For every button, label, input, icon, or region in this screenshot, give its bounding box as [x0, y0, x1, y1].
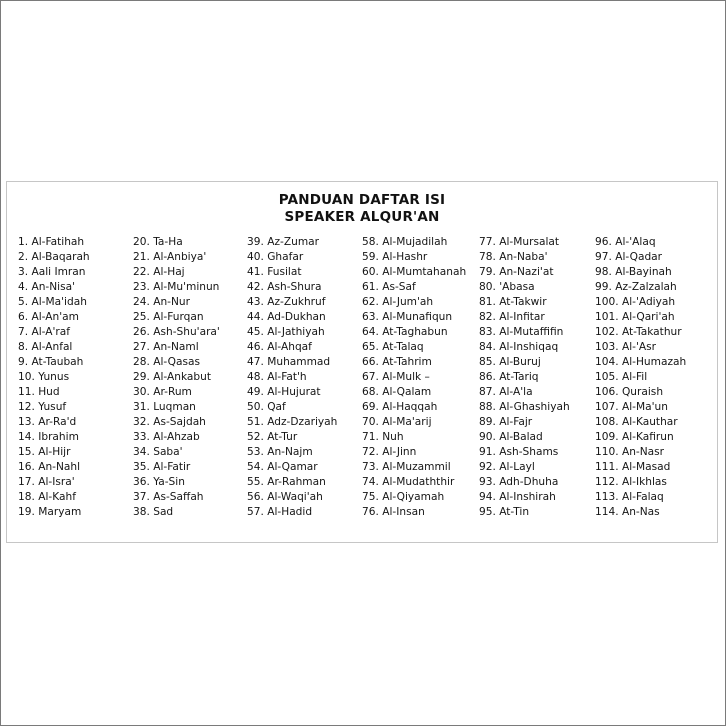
surah-item: 36. Ya-Sin — [133, 476, 185, 488]
surah-item: 42. Ash-Shura — [247, 281, 322, 293]
surah-item: 2. Al-Baqarah — [18, 251, 90, 263]
surah-item: 100. Al-'Adiyah — [595, 296, 676, 308]
surah-item: 8. Al-Anfal — [18, 341, 73, 353]
surah-item: 50. Qaf — [247, 401, 286, 413]
surah-item: 23. Al-Mu'minun — [133, 281, 220, 293]
surah-item: 83. Al-Mutaffifin — [479, 326, 564, 338]
surah-item: 33. Al-Ahzab — [133, 431, 200, 443]
surah-item: 37. As-Saffah — [133, 491, 204, 503]
surah-item: 21. Al-Anbiya' — [133, 251, 207, 263]
surah-item: 35. Al-Fatir — [133, 461, 191, 473]
surah-item: 102. At-Takathur — [595, 326, 682, 338]
surah-item: 28. Al-Qasas — [133, 356, 200, 368]
surah-item: 85. Al-Buruj — [479, 356, 541, 368]
surah-item: 61. As-Saf — [362, 281, 416, 293]
surah-item: 108. Al-Kauthar — [595, 416, 678, 428]
surah-item: 41. Fusilat — [247, 266, 302, 278]
surah-item: 10. Yunus — [18, 371, 70, 383]
surah-item: 92. Al-Layl — [479, 461, 535, 473]
surah-column-5 — [479, 235, 570, 520]
surah-item: 72. Al-Jinn — [362, 446, 417, 458]
surah-item: 74. Al-Mudaththir — [362, 476, 455, 488]
surah-item: 4. An-Nisa' — [18, 281, 76, 293]
surah-item: 78. An-Naba' — [479, 251, 548, 263]
surah-item: 88. Al-Ghashiyah — [479, 401, 570, 413]
surah-item: 106. Quraish — [595, 386, 664, 398]
surah-item: 56. Al-Waqi'ah — [247, 491, 323, 503]
surah-item: 101. Al-Qari'ah — [595, 311, 675, 323]
surah-item: 89. Al-Fajr — [479, 416, 533, 428]
surah-item: 3. Aali Imran — [18, 266, 86, 278]
title-line-2: SPEAKER ALQUR'AN — [284, 209, 440, 225]
surah-item: 77. Al-Mursalat — [479, 236, 560, 248]
surah-item: 94. Al-Inshirah — [479, 491, 556, 503]
surah-item: 26. Ash-Shu'ara' — [133, 326, 220, 338]
surah-item: 73. Al-Muzammil — [362, 461, 451, 473]
surah-item: 79. An-Nazi'at — [479, 266, 554, 278]
surah-item: 24. An-Nur — [133, 296, 190, 308]
surah-item: 91. Ash-Shams — [479, 446, 559, 458]
surah-item: 11. Hud — [18, 386, 60, 398]
title-line-1: PANDUAN DAFTAR ISI — [278, 192, 446, 208]
surah-item: 44. Ad-Dukhan — [247, 311, 326, 323]
surah-item: 112. Al-Ikhlas — [595, 476, 667, 488]
surah-item: 95. At-Tin — [479, 506, 530, 518]
surah-item: 1. Al-Fatihah — [18, 236, 85, 248]
surah-item: 68. Al-Qalam — [362, 386, 432, 398]
surah-column-2 — [133, 235, 220, 520]
surah-item: 19. Maryam — [18, 506, 82, 518]
surah-item: 98. Al-Bayinah — [595, 266, 672, 278]
surah-item: 90. Al-Balad — [479, 431, 543, 443]
surah-item: 12. Yusuf — [18, 401, 67, 413]
surah-item: 6. Al-An'am — [18, 311, 79, 323]
surah-item: 80. 'Abasa — [479, 281, 535, 293]
surah-item: 47. Muhammad — [247, 356, 331, 368]
surah-item: 14. Ibrahim — [18, 431, 79, 443]
surah-item: 107. Al-Ma'un — [595, 401, 668, 413]
surah-item: 62. Al-Jum'ah — [362, 296, 434, 308]
surah-item: 16. An-Nahl — [18, 461, 81, 473]
surah-item: 99. Az-Zalzalah — [595, 281, 677, 293]
surah-item: 45. Al-Jathiyah — [247, 326, 325, 338]
surah-item: 52. At-Tur — [247, 431, 298, 443]
surah-item: 51. Adz-Dzariyah — [247, 416, 338, 428]
surah-item: 20. Ta-Ha — [133, 236, 183, 248]
surah-item: 105. Al-Fil — [595, 371, 648, 383]
surah-column-4 — [362, 235, 466, 520]
surah-column-6 — [595, 235, 686, 520]
surah-item: 66. At-Tahrim — [362, 356, 432, 368]
surah-item: 87. Al-A'la — [479, 386, 533, 398]
surah-item: 82. Al-Infitar — [479, 311, 545, 323]
surah-item: 60. Al-Mumtahanah — [362, 266, 467, 278]
surah-item: 104. Al-Humazah — [595, 356, 687, 368]
surah-item: 96. Al-'Alaq — [595, 236, 656, 248]
surah-item: 43. Az-Zukhruf — [247, 296, 326, 308]
surah-item: 67. Al-Mulk – — [362, 371, 430, 383]
surah-item: 46. Al-Ahqaf — [247, 341, 312, 353]
surah-item: 54. Al-Qamar — [247, 461, 318, 473]
surah-item: 55. Ar-Rahman — [247, 476, 326, 488]
surah-item: 97. Al-Qadar — [595, 251, 663, 263]
surah-item: 84. Al-Inshiqaq — [479, 341, 559, 353]
surah-column-1 — [18, 235, 90, 520]
surah-item: 93. Adh-Dhuha — [479, 476, 559, 488]
surah-item: 7. Al-A'raf — [18, 326, 70, 338]
surah-item: 69. Al-Haqqah — [362, 401, 438, 413]
surah-item: 110. An-Nasr — [595, 446, 665, 458]
surah-item: 32. As-Sajdah — [133, 416, 206, 428]
surah-item: 58. Al-Mujadilah — [362, 236, 448, 248]
surah-item: 22. Al-Haj — [133, 266, 185, 278]
surah-item: 48. Al-Fat'h — [247, 371, 307, 383]
surah-item: 30. Ar-Rum — [133, 386, 192, 398]
surah-item: 31. Luqman — [133, 401, 196, 413]
surah-item: 13. Ar-Ra'd — [18, 416, 77, 428]
surah-item: 70. Al-Ma'arij — [362, 416, 432, 428]
surah-item: 64. At-Taghabun — [362, 326, 448, 338]
surah-item: 81. At-Takwir — [479, 296, 547, 308]
surah-item: 111. Al-Masad — [595, 461, 671, 473]
surah-item: 25. Al-Furqan — [133, 311, 204, 323]
surah-item: 114. An-Nas — [595, 506, 660, 518]
surah-item: 9. At-Taubah — [18, 356, 84, 368]
surah-item: 57. Al-Hadid — [247, 506, 313, 518]
surah-item: 103. Al-'Asr — [595, 341, 657, 353]
surah-item: 109. Al-Kafirun — [595, 431, 674, 443]
surah-item: 59. Al-Hashr — [362, 251, 428, 263]
surah-item: 86. At-Tariq — [479, 371, 539, 383]
surah-item: 17. Al-Isra' — [18, 476, 75, 488]
surah-item: 29. Al-Ankabut — [133, 371, 211, 383]
surah-item: 5. Al-Ma'idah — [18, 296, 87, 308]
surah-item: 18. Al-Kahf — [18, 491, 76, 503]
surah-item: 76. Al-Insan — [362, 506, 425, 518]
surah-item: 38. Sad — [133, 506, 174, 518]
surah-item: 49. Al-Hujurat — [247, 386, 321, 398]
surah-item: 53. An-Najm — [247, 446, 313, 458]
surah-item: 65. At-Talaq — [362, 341, 424, 353]
surah-column-3 — [247, 235, 337, 520]
surah-item: 39. Az-Zumar — [247, 236, 319, 248]
surah-item: 27. An-Naml — [133, 341, 199, 353]
surah-item: 71. Nuh — [362, 431, 404, 443]
surah-item: 113. Al-Falaq — [595, 491, 664, 503]
surah-index-card — [6, 181, 718, 543]
surah-item: 15. Al-Hijr — [18, 446, 71, 458]
surah-item: 75. Al-Qiyamah — [362, 491, 445, 503]
surah-item: 63. Al-Munafiqun — [362, 311, 453, 323]
surah-item: 40. Ghafar — [247, 251, 304, 263]
surah-item: 34. Saba' — [133, 446, 183, 458]
